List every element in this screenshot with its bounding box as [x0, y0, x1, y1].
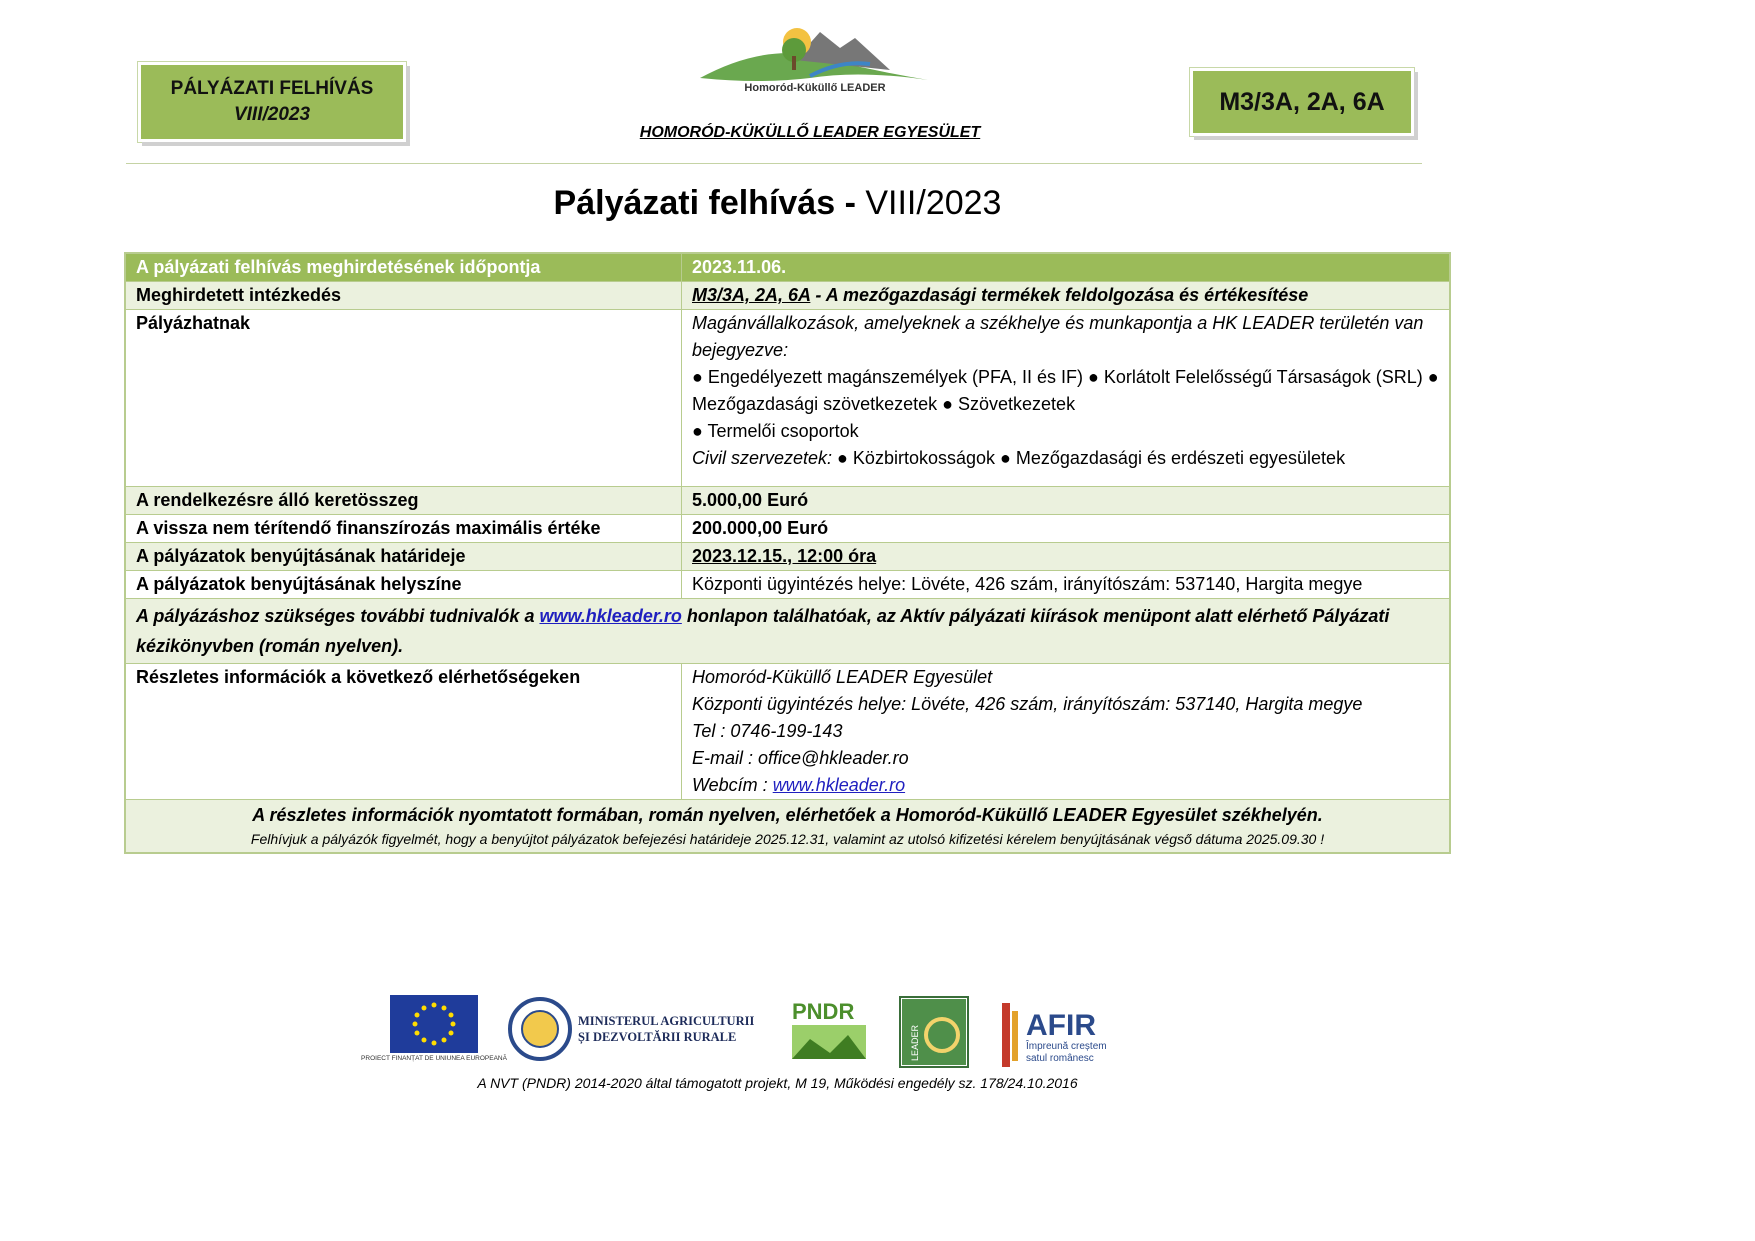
announce-label: A pályázati felhívás meghirdetésének időpontja: [125, 253, 682, 282]
eu-caption: PROIECT FINANȚAT DE UNIUNEA EUROPEANĂ: [361, 1055, 507, 1062]
logo-text: Homoród-Küküllő LEADER: [744, 82, 886, 94]
afir-logo: [1002, 1003, 1107, 1067]
measure-code-box: [1190, 68, 1414, 136]
budget-label: A rendelkezésre álló keretösszeg: [125, 487, 682, 515]
civil-list: ● Közbirtokosságok ● Mezőgazdasági és erdészeti egyesületek: [832, 448, 1346, 468]
applicants-intro: Magánvállalkozások, amelyeknek a székhelye és munkapontja a HK LEADER területén van bejegyezve:: [692, 313, 1424, 360]
announce-value: 2023.11.06.: [682, 253, 1451, 282]
table-row: [125, 543, 1450, 571]
note-before: A pályázáshoz szükséges további tudnivalók a: [136, 606, 540, 626]
applicants-list: ● Engedélyezett magánszemélyek (PFA, II és IF) ● Korlátolt Felelősségű Társaságok (SRL) ● Mezőgazdasági szövetkezetek ● Szövetkezetek: [692, 367, 1439, 414]
contact-email: E-mail : office@hkleader.ro: [692, 748, 909, 768]
max-funding-label: A vissza nem térítendő finanszírozás maximális értéke: [125, 515, 682, 543]
measure-code: M3/3A, 2A, 6A: [1219, 87, 1385, 116]
page-title: [300, 184, 1255, 223]
footer-note: [125, 800, 1450, 854]
title-number: VIII/2023: [865, 184, 1002, 222]
measure-value: [682, 282, 1451, 310]
afir-text: AFIR: [1026, 1009, 1096, 1042]
leader-logo: [900, 997, 968, 1067]
table-row: [125, 800, 1450, 854]
afir-tagline-1: Împreună creștem: [1026, 1041, 1107, 1052]
contact-address: Központi ügyintézés helye: Lövéte, 426 szám, irányítószám: 537140, Hargita megye: [692, 694, 1363, 714]
ministry-logo: [510, 999, 754, 1059]
contact-web-link[interactable]: www.hkleader.ro: [772, 775, 906, 795]
contact-value: [682, 664, 1451, 800]
measure-code-link: M3/3A, 2A, 6A: [692, 285, 811, 305]
contact-web: [692, 772, 1439, 799]
table-row: [125, 253, 1450, 282]
pndr-text: PNDR: [792, 999, 855, 1024]
budget-value: 5.000,00 Euró: [682, 487, 1451, 515]
call-line-2: VIII/2023: [233, 104, 311, 125]
association-name: HOMORÓD-KÜKÜLLŐ LEADER EGYESÜLET: [639, 124, 981, 141]
table-row: [125, 664, 1450, 800]
note-after: honlapon találhatóak, az Aktív pályázati kiírások menüpont alatt elérhető Pályázati kézikönyvben (román nyelven).: [136, 606, 1390, 656]
measure-desc: - A mezőgazdasági termékek feldolgozása és értékesítése: [810, 285, 1309, 305]
place-label: A pályázatok benyújtásának helyszíne: [125, 571, 682, 599]
max-funding-value: 200.000,00 Euró: [682, 515, 1451, 543]
footer-bold: A részletes információk nyomtatott formában, román nyelven, elérhetőek a Homoród-Küküllő LEADER Egyesület székhelyén.: [252, 805, 1323, 825]
afir-tagline-2: satul românesc: [1026, 1053, 1094, 1064]
call-details-table: [124, 252, 1451, 854]
pndr-logo: [792, 999, 866, 1059]
contact-label: Részletes információk a következő elérhetőségeken: [125, 664, 682, 800]
place-value: Központi ügyintézés helye: Lövéte, 426 szám, irányítószám: 537140, Hargita megye: [682, 571, 1451, 599]
leader-text: LEADER: [910, 1024, 920, 1061]
ministry-line-1: MINISTERUL AGRICULTURII: [578, 1014, 755, 1028]
applicants-label: Pályázhatnak: [125, 310, 682, 487]
footnote: A NVT (PNDR) 2014-2020 által támogatott projekt, M 19, Működési engedély sz. 178/24.10.2016: [477, 1075, 1078, 1091]
ministry-line-2: ȘI DEZVOLTĂRII RURALE: [578, 1030, 737, 1044]
footer-small: Felhívjuk a pályázók figyelmét, hogy a benyújtot pályázatok befejezési határideje 2025.12.31, valamint az utolsó kifizetési kérelem benyújtásának végső dátuma 2025.09.30 !: [250, 831, 1325, 847]
eu-flag-logo: [361, 995, 508, 1062]
applicants-list-2: ● Termelői csoportok: [692, 421, 859, 441]
call-line-1: PÁLYÁZATI FELHÍVÁS: [170, 78, 374, 99]
title-bold: Pályázati felhívás -: [553, 184, 856, 222]
civil-row: [692, 445, 1439, 472]
table-row: [125, 571, 1450, 599]
contact-org: Homoród-Küküllő LEADER Egyesület: [692, 667, 993, 687]
sponsor-logos: [361, 995, 1120, 1070]
applicants-value: [682, 310, 1451, 487]
table-row: [125, 310, 1450, 487]
table-row: [125, 599, 1450, 664]
call-number-box: [138, 62, 406, 142]
table-row: [125, 282, 1450, 310]
table-row: [125, 487, 1450, 515]
deadline-label: A pályázatok benyújtásának határideje: [125, 543, 682, 571]
web-label: Webcím :: [692, 775, 773, 795]
website-link[interactable]: www.hkleader.ro: [539, 606, 682, 626]
civil-label: Civil szervezetek:: [692, 448, 833, 468]
deadline-value: 2023.12.15., 12:00 óra: [682, 543, 1451, 571]
measure-label: Meghirdetett intézkedés: [125, 282, 682, 310]
table-row: [125, 515, 1450, 543]
contact-tel: Tel : 0746-199-143: [692, 721, 843, 741]
header-divider: [126, 163, 1422, 164]
info-note: [125, 599, 1450, 664]
